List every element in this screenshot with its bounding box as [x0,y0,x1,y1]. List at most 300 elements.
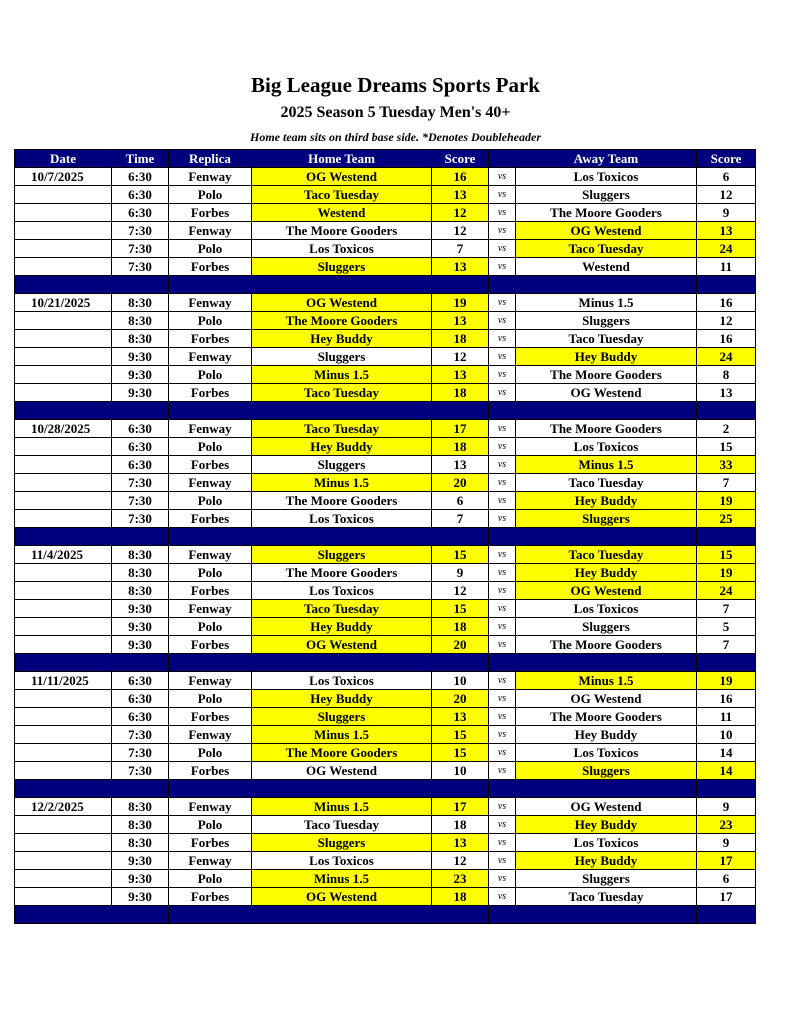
field-cell: Polo [169,492,252,510]
away-score-cell: 7 [697,474,756,492]
time-cell: 6:30 [112,690,169,708]
field-cell: Polo [169,366,252,384]
week-separator [15,276,756,294]
home-score-cell: 7 [432,510,489,528]
time-cell: 6:30 [112,204,169,222]
home-team-cell: Taco Tuesday [252,816,432,834]
date-cell: 10/21/2025 [15,294,112,312]
time-cell: 7:30 [112,240,169,258]
field-cell: Fenway [169,348,252,366]
date-cell [15,564,112,582]
away-score-cell: 16 [697,330,756,348]
date-cell [15,816,112,834]
home-score-cell: 12 [432,582,489,600]
time-cell: 7:30 [112,474,169,492]
time-cell: 6:30 [112,168,169,186]
date-cell [15,474,112,492]
field-cell: Fenway [169,474,252,492]
game-row [15,204,756,222]
away-team-cell: OG Westend [516,222,697,240]
time-cell: 6:30 [112,420,169,438]
col-home-score: Score [432,150,489,168]
home-score-cell: 6 [432,492,489,510]
time-cell: 9:30 [112,618,169,636]
vs-cell: vs [489,168,516,186]
field-cell: Forbes [169,330,252,348]
time-cell: 7:30 [112,258,169,276]
date-cell [15,492,112,510]
game-row [15,366,756,384]
away-score-cell: 19 [697,564,756,582]
away-team-cell: The Moore Gooders [516,366,697,384]
week-separator [15,780,756,798]
game-row [15,456,756,474]
home-score-cell: 18 [432,384,489,402]
field-cell: Polo [169,564,252,582]
date-cell [15,600,112,618]
time-cell: 8:30 [112,546,169,564]
vs-cell: vs [489,762,516,780]
home-score-cell: 18 [432,888,489,906]
game-row [15,726,756,744]
away-score-cell: 9 [697,798,756,816]
home-score-cell: 12 [432,348,489,366]
vs-cell: vs [489,204,516,222]
game-row [15,222,756,240]
date-cell [15,384,112,402]
week-separator [15,528,756,546]
away-score-cell: 8 [697,366,756,384]
time-cell: 8:30 [112,312,169,330]
field-cell: Forbes [169,834,252,852]
home-team-cell: Los Toxicos [252,672,432,690]
home-score-cell: 20 [432,636,489,654]
game-row [15,564,756,582]
away-score-cell: 33 [697,456,756,474]
vs-cell: vs [489,708,516,726]
home-score-cell: 15 [432,744,489,762]
home-team-cell: Sluggers [252,834,432,852]
vs-cell: vs [489,348,516,366]
time-cell: 7:30 [112,762,169,780]
game-row [15,744,756,762]
away-team-cell: Minus 1.5 [516,456,697,474]
away-score-cell: 11 [697,258,756,276]
date-cell [15,834,112,852]
time-cell: 6:30 [112,186,169,204]
game-row [15,510,756,528]
field-cell: Forbes [169,762,252,780]
time-cell: 8:30 [112,294,169,312]
vs-cell: vs [489,690,516,708]
game-row [15,474,756,492]
away-team-cell: Taco Tuesday [516,240,697,258]
game-row [15,312,756,330]
vs-cell: vs [489,366,516,384]
home-score-cell: 20 [432,690,489,708]
date-cell: 11/11/2025 [15,672,112,690]
date-cell [15,330,112,348]
away-score-cell: 16 [697,294,756,312]
away-score-cell: 9 [697,834,756,852]
home-team-cell: Los Toxicos [252,582,432,600]
field-cell: Fenway [169,600,252,618]
field-cell: Forbes [169,204,252,222]
away-score-cell: 6 [697,168,756,186]
game-row [15,762,756,780]
away-team-cell: OG Westend [516,798,697,816]
home-team-cell: Sluggers [252,348,432,366]
vs-cell: vs [489,618,516,636]
away-team-cell: Hey Buddy [516,492,697,510]
home-score-cell: 19 [432,294,489,312]
vs-cell: vs [489,636,516,654]
away-team-cell: Sluggers [516,186,697,204]
field-cell: Fenway [169,546,252,564]
home-score-cell: 17 [432,420,489,438]
vs-cell: vs [489,186,516,204]
vs-cell: vs [489,672,516,690]
home-team-cell: Sluggers [252,546,432,564]
field-cell: Forbes [169,510,252,528]
date-cell [15,690,112,708]
vs-cell: vs [489,384,516,402]
time-cell: 9:30 [112,870,169,888]
date-cell [15,204,112,222]
game-row [15,798,756,816]
home-team-cell: Sluggers [252,258,432,276]
home-score-cell: 12 [432,204,489,222]
game-row [15,888,756,906]
away-team-cell: Sluggers [516,510,697,528]
game-row [15,708,756,726]
field-cell: Polo [169,744,252,762]
time-cell: 8:30 [112,834,169,852]
date-cell [15,744,112,762]
time-cell: 7:30 [112,222,169,240]
time-cell: 7:30 [112,510,169,528]
date-cell [15,186,112,204]
away-team-cell: Taco Tuesday [516,474,697,492]
field-cell: Forbes [169,456,252,474]
game-row [15,258,756,276]
away-score-cell: 5 [697,618,756,636]
date-cell [15,312,112,330]
date-cell [15,582,112,600]
vs-cell: vs [489,834,516,852]
home-team-cell: Westend [252,204,432,222]
home-team-cell: Taco Tuesday [252,420,432,438]
vs-cell: vs [489,744,516,762]
away-score-cell: 19 [697,492,756,510]
away-team-cell: Los Toxicos [516,438,697,456]
home-team-cell: Taco Tuesday [252,600,432,618]
vs-cell: vs [489,798,516,816]
field-cell: Forbes [169,582,252,600]
date-cell [15,240,112,258]
home-team-cell: Hey Buddy [252,330,432,348]
vs-cell: vs [489,240,516,258]
home-score-cell: 12 [432,222,489,240]
away-score-cell: 13 [697,222,756,240]
away-team-cell: Hey Buddy [516,348,697,366]
field-cell: Fenway [169,672,252,690]
vs-cell: vs [489,600,516,618]
game-row [15,438,756,456]
date-cell: 10/28/2025 [15,420,112,438]
home-team-cell: Sluggers [252,456,432,474]
away-score-cell: 24 [697,240,756,258]
away-score-cell: 17 [697,888,756,906]
field-cell: Forbes [169,258,252,276]
home-team-cell: Los Toxicos [252,240,432,258]
away-team-cell: Minus 1.5 [516,294,697,312]
field-cell: Polo [169,870,252,888]
date-cell [15,510,112,528]
away-team-cell: Taco Tuesday [516,546,697,564]
home-score-cell: 18 [432,330,489,348]
date-cell [15,636,112,654]
away-team-cell: Los Toxicos [516,168,697,186]
away-team-cell: The Moore Gooders [516,636,697,654]
home-team-cell: OG Westend [252,636,432,654]
time-cell: 6:30 [112,672,169,690]
field-cell: Fenway [169,168,252,186]
vs-cell: vs [489,870,516,888]
home-score-cell: 10 [432,672,489,690]
away-score-cell: 10 [697,726,756,744]
away-score-cell: 6 [697,870,756,888]
vs-cell: vs [489,888,516,906]
away-team-cell: Sluggers [516,618,697,636]
home-team-cell: OG Westend [252,888,432,906]
vs-cell: vs [489,456,516,474]
field-cell: Fenway [169,726,252,744]
vs-cell: vs [489,294,516,312]
field-cell: Polo [169,240,252,258]
home-score-cell: 13 [432,258,489,276]
game-row [15,420,756,438]
away-team-cell: The Moore Gooders [516,204,697,222]
home-team-cell: OG Westend [252,294,432,312]
home-score-cell: 10 [432,762,489,780]
home-team-cell: The Moore Gooders [252,744,432,762]
away-team-cell: The Moore Gooders [516,420,697,438]
schedule-body [15,168,756,924]
away-team-cell: The Moore Gooders [516,708,697,726]
date-cell: 11/4/2025 [15,546,112,564]
away-team-cell: Los Toxicos [516,744,697,762]
home-score-cell: 16 [432,168,489,186]
time-cell: 9:30 [112,384,169,402]
schedule-table [14,149,756,924]
game-row [15,492,756,510]
field-cell: Fenway [169,420,252,438]
week-separator [15,654,756,672]
vs-cell: vs [489,474,516,492]
field-cell: Polo [169,816,252,834]
date-cell [15,366,112,384]
time-cell: 8:30 [112,798,169,816]
home-score-cell: 15 [432,726,489,744]
time-cell: 8:30 [112,816,169,834]
col-away-score: Score [697,150,756,168]
away-score-cell: 7 [697,600,756,618]
time-cell: 8:30 [112,330,169,348]
col-date: Date [15,150,112,168]
home-score-cell: 18 [432,618,489,636]
time-cell: 8:30 [112,582,169,600]
vs-cell: vs [489,330,516,348]
away-team-cell: Hey Buddy [516,564,697,582]
home-team-cell: OG Westend [252,762,432,780]
home-score-cell: 7 [432,240,489,258]
game-row [15,240,756,258]
home-team-cell: OG Westend [252,168,432,186]
away-team-cell: Westend [516,258,697,276]
home-team-cell: Taco Tuesday [252,384,432,402]
home-team-cell: Hey Buddy [252,438,432,456]
away-score-cell: 12 [697,186,756,204]
home-team-cell: Los Toxicos [252,852,432,870]
header-row [15,150,756,168]
date-cell [15,222,112,240]
field-cell: Polo [169,690,252,708]
date-cell [15,618,112,636]
field-cell: Polo [169,438,252,456]
col-replica: Replica [169,150,252,168]
field-cell: Forbes [169,888,252,906]
col-away-team: Away Team [516,150,697,168]
away-score-cell: 24 [697,348,756,366]
field-cell: Polo [169,186,252,204]
game-row [15,384,756,402]
vs-cell: vs [489,564,516,582]
game-row [15,582,756,600]
date-cell [15,348,112,366]
vs-cell: vs [489,816,516,834]
away-score-cell: 15 [697,546,756,564]
page-title: Big League Dreams Sports Park [251,73,540,97]
date-cell [15,870,112,888]
away-score-cell: 9 [697,204,756,222]
home-score-cell: 18 [432,816,489,834]
page-subtitle: 2025 Season 5 Tuesday Men's 40+ [280,104,511,121]
home-team-cell: Sluggers [252,708,432,726]
time-cell: 9:30 [112,636,169,654]
away-team-cell: Taco Tuesday [516,888,697,906]
home-team-cell: Los Toxicos [252,510,432,528]
home-score-cell: 17 [432,798,489,816]
home-score-cell: 15 [432,546,489,564]
field-cell: Fenway [169,294,252,312]
date-cell [15,726,112,744]
game-row [15,852,756,870]
away-team-cell: Hey Buddy [516,816,697,834]
vs-cell: vs [489,510,516,528]
away-team-cell: OG Westend [516,582,697,600]
vs-cell: vs [489,546,516,564]
date-cell [15,438,112,456]
away-score-cell: 15 [697,438,756,456]
away-team-cell: Hey Buddy [516,726,697,744]
field-cell: Forbes [169,636,252,654]
week-separator [15,402,756,420]
home-score-cell: 12 [432,852,489,870]
vs-cell: vs [489,492,516,510]
field-cell: Fenway [169,852,252,870]
home-team-cell: The Moore Gooders [252,492,432,510]
field-cell: Polo [169,618,252,636]
date-cell [15,708,112,726]
field-cell: Forbes [169,384,252,402]
away-team-cell: OG Westend [516,384,697,402]
field-cell: Forbes [169,708,252,726]
vs-cell: vs [489,582,516,600]
home-team-cell: Minus 1.5 [252,870,432,888]
game-row [15,348,756,366]
time-cell: 9:30 [112,888,169,906]
away-score-cell: 17 [697,852,756,870]
home-score-cell: 20 [432,474,489,492]
date-cell [15,258,112,276]
game-row [15,816,756,834]
away-score-cell: 2 [697,420,756,438]
home-score-cell: 18 [432,438,489,456]
date-cell: 12/2/2025 [15,798,112,816]
game-row [15,600,756,618]
home-team-cell: Taco Tuesday [252,186,432,204]
home-team-cell: Minus 1.5 [252,366,432,384]
away-score-cell: 13 [697,384,756,402]
time-cell: 7:30 [112,492,169,510]
away-team-cell: OG Westend [516,690,697,708]
game-row [15,672,756,690]
home-score-cell: 13 [432,834,489,852]
date-cell [15,852,112,870]
game-row [15,330,756,348]
game-row [15,168,756,186]
game-row [15,690,756,708]
week-separator [15,906,756,924]
home-score-cell: 15 [432,600,489,618]
home-score-cell: 9 [432,564,489,582]
time-cell: 6:30 [112,708,169,726]
field-cell: Fenway [169,798,252,816]
vs-cell: vs [489,312,516,330]
time-cell: 9:30 [112,348,169,366]
away-score-cell: 12 [697,312,756,330]
home-score-cell: 13 [432,186,489,204]
away-team-cell: Sluggers [516,870,697,888]
date-cell: 10/7/2025 [15,168,112,186]
time-cell: 7:30 [112,744,169,762]
away-score-cell: 11 [697,708,756,726]
vs-cell: vs [489,222,516,240]
away-team-cell: Los Toxicos [516,834,697,852]
time-cell: 7:30 [112,726,169,744]
time-cell: 9:30 [112,600,169,618]
away-score-cell: 24 [697,582,756,600]
away-score-cell: 14 [697,744,756,762]
away-team-cell: Los Toxicos [516,600,697,618]
game-row [15,294,756,312]
col-time: Time [112,150,169,168]
vs-cell: vs [489,852,516,870]
time-cell: 8:30 [112,564,169,582]
home-score-cell: 13 [432,312,489,330]
game-row [15,834,756,852]
